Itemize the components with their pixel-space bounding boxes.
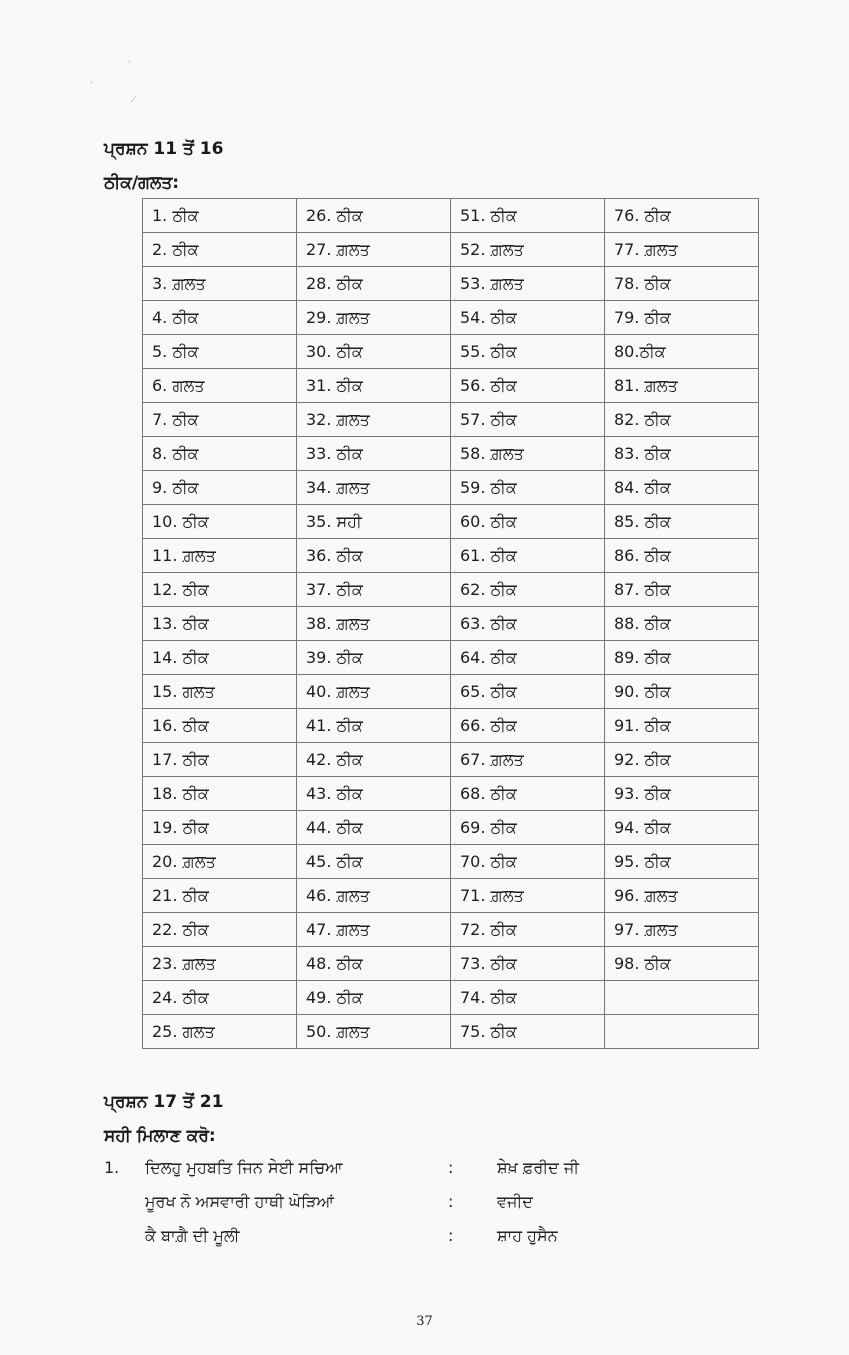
section1-subheading: ਠੀਕ/ਗਲਤ:: [104, 173, 180, 193]
answer-cell: 62. ਠੀਕ: [451, 573, 605, 607]
table-row: [143, 879, 759, 913]
answer-cell: 92. ਠੀਕ: [605, 743, 759, 777]
answer-cell: 67. ਗ਼ਲਤ: [451, 743, 605, 777]
answer-cell: 81. ਗ਼ਲਤ: [605, 369, 759, 403]
answer-cell: 44. ਠੀਕ: [297, 811, 451, 845]
answer-cell: 52. ਗ਼ਲਤ: [451, 233, 605, 267]
match-separator-2: :: [448, 1192, 454, 1211]
answer-cell: 12. ਠੀਕ: [143, 573, 297, 607]
answer-cell: 5. ਠੀਕ: [143, 335, 297, 369]
answer-cell: 46. ਗ਼ਲਤ: [297, 879, 451, 913]
answer-cell: 10. ਠੀਕ: [143, 505, 297, 539]
answer-cell: 7. ਠੀਕ: [143, 403, 297, 437]
answer-cell: 84. ਠੀਕ: [605, 471, 759, 505]
answer-cell: 35. ਸਹੀ: [297, 505, 451, 539]
answer-cell: 19. ਠੀਕ: [143, 811, 297, 845]
table-row: [143, 335, 759, 369]
scan-mark: ': [90, 80, 93, 91]
answer-cell: 72. ਠੀਕ: [451, 913, 605, 947]
section2-subheading: ਸਹੀ ਮਿਲਾਣ ਕਰੋ:: [104, 1126, 216, 1146]
answer-cell: 73. ਠੀਕ: [451, 947, 605, 981]
section2-heading: ਪ੍ਰਸ਼ਨ 17 ਤੋਂ 21: [104, 1092, 224, 1112]
answer-cell: 18. ਠੀਕ: [143, 777, 297, 811]
answer-cell: 71. ਗ਼ਲਤ: [451, 879, 605, 913]
answer-cell: 69. ਠੀਕ: [451, 811, 605, 845]
answer-cell: [605, 1015, 759, 1049]
table-row: [143, 607, 759, 641]
answer-cell: 49. ਠੀਕ: [297, 981, 451, 1015]
answer-cell: 77. ਗ਼ਲਤ: [605, 233, 759, 267]
answer-cell: 37. ਠੀਕ: [297, 573, 451, 607]
answer-cell: 54. ਠੀਕ: [451, 301, 605, 335]
answer-cell: 13. ਠੀਕ: [143, 607, 297, 641]
answer-cell: 38. ਗ਼ਲਤ: [297, 607, 451, 641]
answer-cell: 27. ਗ਼ਲਤ: [297, 233, 451, 267]
table-row: [143, 743, 759, 777]
answer-cell: 11. ਗ਼ਲਤ: [143, 539, 297, 573]
page-number: 37: [416, 1314, 433, 1329]
answer-cell: 31. ਠੀਕ: [297, 369, 451, 403]
answer-cell: 63. ਠੀਕ: [451, 607, 605, 641]
answer-cell: 28. ਠੀਕ: [297, 267, 451, 301]
table-row: [143, 913, 759, 947]
answer-cell: 86. ਠੀਕ: [605, 539, 759, 573]
answer-cell: 98. ਠੀਕ: [605, 947, 759, 981]
answer-table-body: [143, 199, 759, 1049]
answer-cell: 97. ਗ਼ਲਤ: [605, 913, 759, 947]
answer-cell: 47. ਗ਼ਲਤ: [297, 913, 451, 947]
answer-cell: 50. ਗ਼ਲਤ: [297, 1015, 451, 1049]
answer-cell: 25. ਗਲਤ: [143, 1015, 297, 1049]
answer-cell: 2. ਠੀਕ: [143, 233, 297, 267]
answer-cell: 3. ਗ਼ਲਤ: [143, 267, 297, 301]
table-row: [143, 675, 759, 709]
answer-cell: 41. ਠੀਕ: [297, 709, 451, 743]
answer-cell: 95. ਠੀਕ: [605, 845, 759, 879]
answer-cell: 74. ਠੀਕ: [451, 981, 605, 1015]
table-row: [143, 845, 759, 879]
table-row: [143, 777, 759, 811]
answer-cell: 34. ਗ਼ਲਤ: [297, 471, 451, 505]
answer-cell: 26. ਠੀਕ: [297, 199, 451, 233]
match-item-number: 1.: [104, 1158, 120, 1177]
match-separator-1: :: [448, 1158, 454, 1177]
match-right-3: ਸ਼ਾਹ ਹੁਸੈਨ: [497, 1226, 558, 1245]
answer-cell: 14. ਠੀਕ: [143, 641, 297, 675]
answer-cell: 40. ਗ਼ਲਤ: [297, 675, 451, 709]
answer-cell: 22. ਠੀਕ: [143, 913, 297, 947]
answer-cell: 96. ਗ਼ਲਤ: [605, 879, 759, 913]
answer-cell: 48. ਠੀਕ: [297, 947, 451, 981]
answer-cell: 79. ਠੀਕ: [605, 301, 759, 335]
answer-cell: 32. ਗ਼ਲਤ: [297, 403, 451, 437]
answer-table: [142, 198, 759, 1049]
answer-cell: 56. ਠੀਕ: [451, 369, 605, 403]
answer-cell: [605, 981, 759, 1015]
scan-mark: .⁄: [130, 94, 135, 105]
answer-cell: 51. ਠੀਕ: [451, 199, 605, 233]
table-row: [143, 403, 759, 437]
answer-cell: 45. ਠੀਕ: [297, 845, 451, 879]
table-row: [143, 471, 759, 505]
answer-cell: 17. ਠੀਕ: [143, 743, 297, 777]
table-row: [143, 947, 759, 981]
answer-cell: 15. ਗਲਤ: [143, 675, 297, 709]
table-row: [143, 233, 759, 267]
answer-cell: 87. ਠੀਕ: [605, 573, 759, 607]
table-row: [143, 1015, 759, 1049]
answer-cell: 85. ਠੀਕ: [605, 505, 759, 539]
answer-cell: 75. ਠੀਕ: [451, 1015, 605, 1049]
answer-cell: 29. ਗ਼ਲਤ: [297, 301, 451, 335]
match-left-3: ਕੈ ਬਾਗ਼ੈ ਦੀ ਮੂਲੀ: [145, 1226, 240, 1245]
answer-cell: 9. ਠੀਕ: [143, 471, 297, 505]
answer-cell: 60. ਠੀਕ: [451, 505, 605, 539]
answer-cell: 43. ਠੀਕ: [297, 777, 451, 811]
answer-cell: 88. ਠੀਕ: [605, 607, 759, 641]
answer-cell: 66. ਠੀਕ: [451, 709, 605, 743]
answer-cell: 61. ਠੀਕ: [451, 539, 605, 573]
answer-cell: 30. ਠੀਕ: [297, 335, 451, 369]
answer-cell: 8. ਠੀਕ: [143, 437, 297, 471]
answer-cell: 42. ਠੀਕ: [297, 743, 451, 777]
table-row: [143, 981, 759, 1015]
answer-cell: 78. ਠੀਕ: [605, 267, 759, 301]
answer-cell: 68. ਠੀਕ: [451, 777, 605, 811]
answer-cell: 53. ਗ਼ਲਤ: [451, 267, 605, 301]
answer-cell: 20. ਗ਼ਲਤ: [143, 845, 297, 879]
answer-cell: 90. ਠੀਕ: [605, 675, 759, 709]
answer-cell: 76. ਠੀਕ: [605, 199, 759, 233]
answer-cell: 94. ਠੀਕ: [605, 811, 759, 845]
section1-heading: ਪ੍ਰਸ਼ਨ 11 ਤੋਂ 16: [104, 139, 224, 159]
table-row: [143, 199, 759, 233]
table-row: [143, 369, 759, 403]
match-separator-3: :: [448, 1226, 454, 1245]
table-row: [143, 641, 759, 675]
answer-cell: 58. ਗ਼ਲਤ: [451, 437, 605, 471]
answer-cell: 39. ਠੀਕ: [297, 641, 451, 675]
answer-cell: 55. ਠੀਕ: [451, 335, 605, 369]
answer-cell: 65. ਠੀਕ: [451, 675, 605, 709]
answer-cell: 70. ਠੀਕ: [451, 845, 605, 879]
answer-cell: 91. ਠੀਕ: [605, 709, 759, 743]
match-left-2: ਮੂਰਖ ਨੋ ਅਸਵਾਰੀ ਹਾਥੀ ਘੋੜਿਆਂ: [145, 1192, 335, 1211]
match-right-2: ਵਜੀਦ: [497, 1192, 533, 1211]
table-row: [143, 267, 759, 301]
answer-cell: 64. ਠੀਕ: [451, 641, 605, 675]
table-row: [143, 301, 759, 335]
match-left-1: ਦਿਲਹੁ ਮੁਹਬਤਿ ਜਿਨ ਸੇਈ ਸਚਿਆ: [145, 1158, 343, 1177]
answer-cell: 36. ਠੀਕ: [297, 539, 451, 573]
answer-cell: 33. ਠੀਕ: [297, 437, 451, 471]
answer-cell: 83. ਠੀਕ: [605, 437, 759, 471]
scan-mark: ,: [128, 54, 132, 65]
table-row: [143, 811, 759, 845]
table-row: [143, 539, 759, 573]
answer-cell: 59. ਠੀਕ: [451, 471, 605, 505]
answer-cell: 1. ਠੀਕ: [143, 199, 297, 233]
table-row: [143, 709, 759, 743]
answer-cell: 80.ਠੀਕ: [605, 335, 759, 369]
answer-cell: 4. ਠੀਕ: [143, 301, 297, 335]
answer-cell: 82. ਠੀਕ: [605, 403, 759, 437]
answer-cell: 89. ਠੀਕ: [605, 641, 759, 675]
answer-cell: 6. ਗਲਤ: [143, 369, 297, 403]
answer-cell: 16. ਠੀਕ: [143, 709, 297, 743]
answer-cell: 21. ਠੀਕ: [143, 879, 297, 913]
answer-cell: 24. ਠੀਕ: [143, 981, 297, 1015]
answer-cell: 93. ਠੀਕ: [605, 777, 759, 811]
table-row: [143, 573, 759, 607]
table-row: [143, 437, 759, 471]
answer-cell: 57. ਠੀਕ: [451, 403, 605, 437]
table-row: [143, 505, 759, 539]
match-right-1: ਸ਼ੇਖ਼ ਫ਼ਰੀਦ ਜੀ: [497, 1158, 580, 1177]
answer-cell: 23. ਗ਼ਲਤ: [143, 947, 297, 981]
